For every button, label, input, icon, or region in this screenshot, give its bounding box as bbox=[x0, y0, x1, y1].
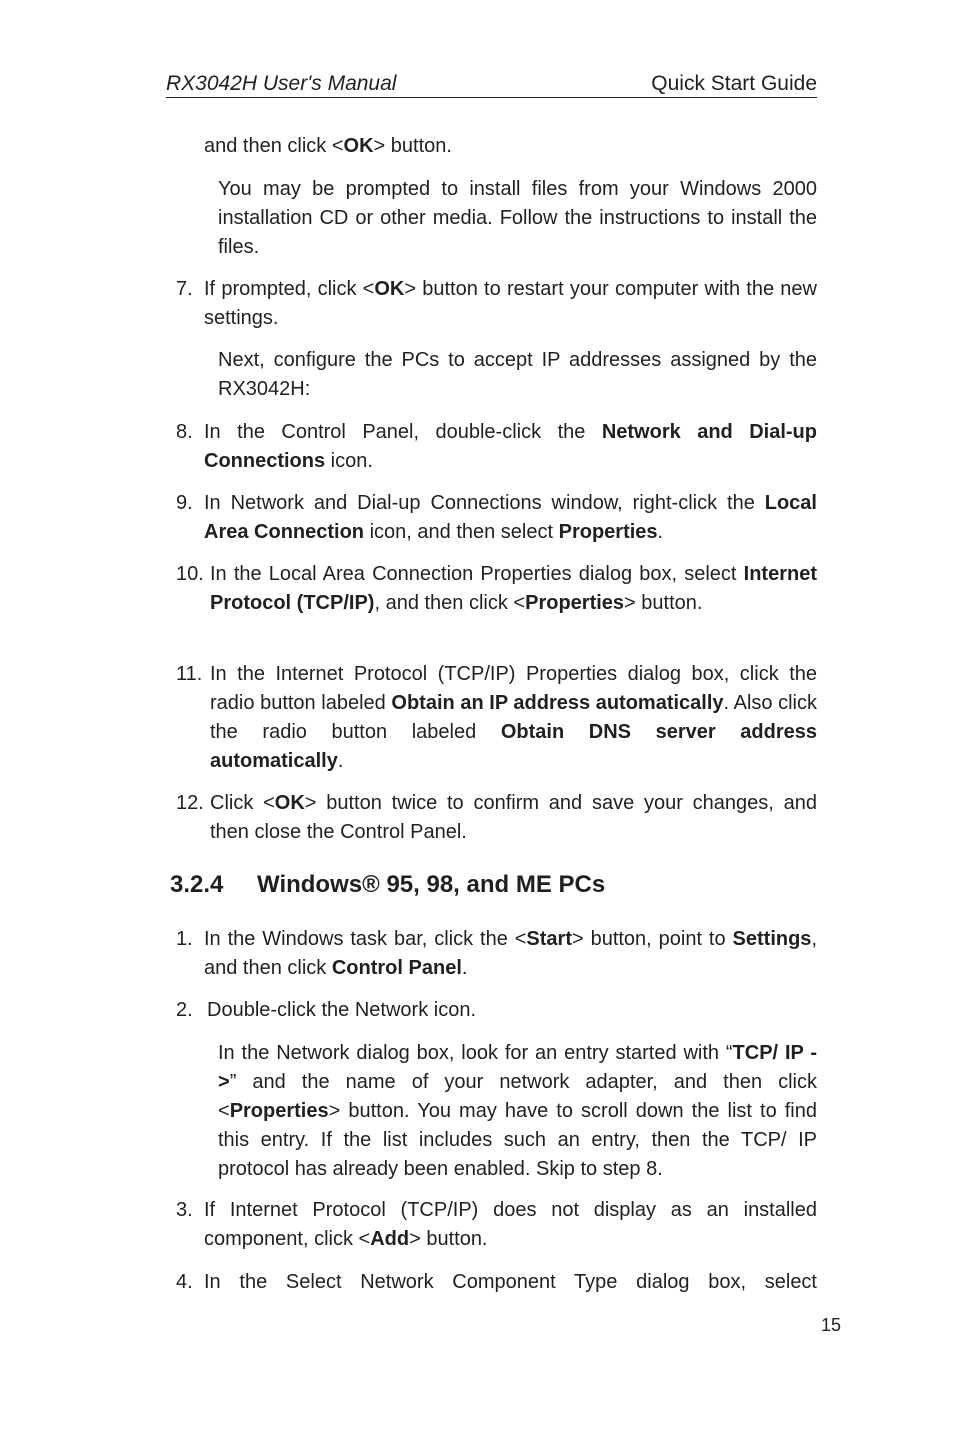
section-title: Windows® 95, 98, and ME PCs bbox=[257, 871, 606, 898]
list-item: 3. If Internet Protocol (TCP/IP) does not display as an installed component, click <Add> button. bbox=[176, 1199, 817, 1250]
list-item: 1. In the Windows task bar, click the <Start> button, point to Settings, and then click Control Panel. bbox=[176, 928, 817, 979]
manual-title: RX3042H User's Manual bbox=[166, 72, 397, 95]
note-install-files: You may be prompted to install files from your Windows 2000 installation CD or other media. Follow the instructions to install the files. bbox=[218, 178, 817, 258]
list-item: 11. In the Internet Protocol (TCP/IP) Properties dialog box, click the radio button labeled Obtain an IP address automatically. Also click the radio button labeled Obtain DNS server address automatically. bbox=[176, 663, 818, 772]
note-network-dialog: In the Network dialog box, look for an entry started with “TCP/ IP ->” and the name of your network adapter, and then click <Properties> button. You may have to scroll down the list to find this entry. If the list includes such an entry, then the TCP/ IP protocol has already been enabled. Skip to step 8. bbox=[218, 1042, 817, 1180]
list-item: 10. In the Local Area Connection Properties dialog box, select Internet Protocol (TCP/IP), and then click <Properties> button. bbox=[176, 563, 817, 614]
list-item: 9. In Network and Dial-up Connections window, right-click the Local Area Connection icon, and then select Properties. bbox=[176, 492, 817, 543]
section-heading bbox=[170, 870, 605, 900]
list-item: 12. Click <OK> button twice to confirm and save your changes, and then close the Control Panel. bbox=[176, 792, 817, 843]
list-item: 7. If prompted, click <OK> button to restart your computer with the new settings. bbox=[176, 278, 817, 329]
list-item: 8. In the Control Panel, double-click the Network and Dial-up Connections icon. bbox=[176, 421, 817, 472]
list-item: 2. Double-click the Network icon. bbox=[176, 999, 476, 1021]
page-header bbox=[166, 70, 817, 98]
page-number: 15 bbox=[821, 1315, 842, 1335]
list-item: 4. In the Select Network Component Type dialog box, select bbox=[176, 1271, 817, 1293]
note-configure-pcs: Next, configure the PCs to accept IP addresses assigned by the RX3042H: bbox=[218, 349, 817, 400]
continuation-text: and then click <OK> button. bbox=[204, 135, 452, 157]
section-number: 3.2.4 bbox=[170, 871, 224, 898]
chapter-title: Quick Start Guide bbox=[651, 72, 817, 95]
